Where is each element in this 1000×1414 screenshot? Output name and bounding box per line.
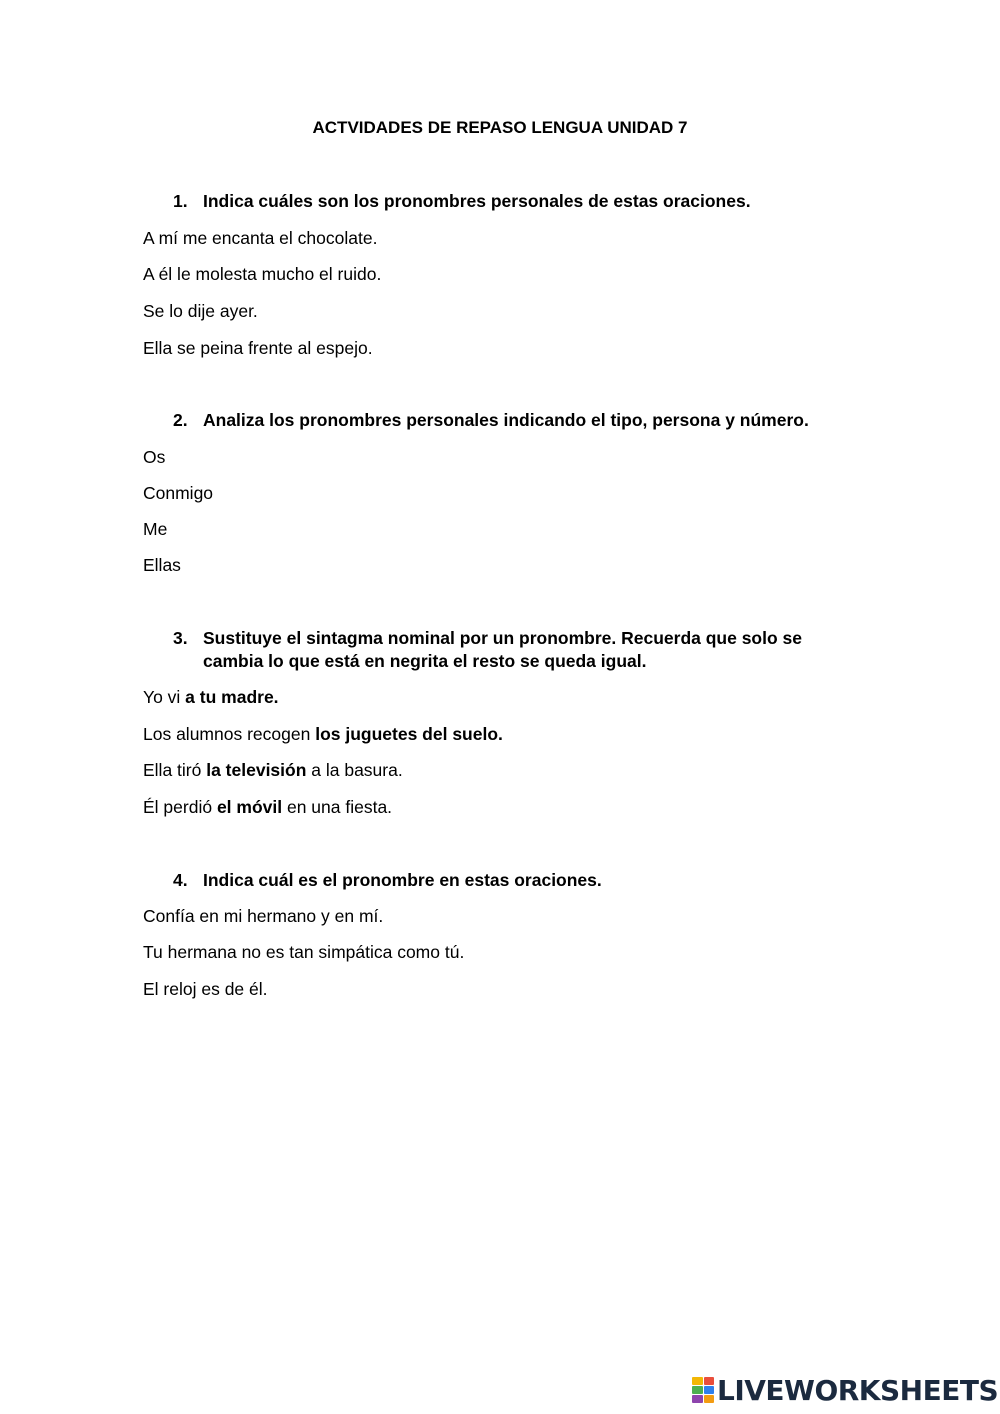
pronoun-item: Me — [143, 519, 168, 539]
question-number: 1. — [173, 191, 188, 211]
sentence — [143, 724, 503, 745]
sentence-bold-phrase: el móvil — [216, 797, 283, 817]
question-prompt: Indica cuáles son los pronombres personales de estas oraciones. — [203, 191, 751, 211]
question-prompt: Analiza los pronombres personales indicando el tipo, persona y número. — [203, 410, 809, 430]
sentence — [143, 797, 392, 818]
question-number: 4. — [173, 870, 188, 890]
sentence-text: a la basura. — [306, 760, 403, 780]
sentence: El reloj es de él. — [143, 979, 268, 999]
question-prompt — [203, 627, 863, 673]
sentence: Se lo dije ayer. — [143, 301, 258, 321]
sentence-bold-phrase: a tu madre. — [185, 687, 279, 707]
page-title: ACTVIDADES DE REPASO LENGUA UNIDAD 7 — [312, 118, 688, 137]
logo-text: LIVEWORKSHEETS — [717, 1373, 999, 1407]
sentence-bold-phrase: los juguetes del suelo. — [315, 724, 503, 744]
sentence-text: en una fiesta. — [282, 797, 393, 817]
logo-square — [704, 1377, 715, 1385]
sentence: Tu hermana no es tan simpática como tú. — [143, 942, 465, 962]
sentence-text: Yo vi — [143, 687, 186, 707]
sentence: Ella se peina frente al espejo. — [143, 338, 373, 358]
logo-square — [692, 1386, 703, 1394]
question-number: 3. — [173, 628, 188, 648]
sentence-text: Los alumnos recogen — [143, 724, 316, 744]
sentence-text: Él perdió — [143, 797, 217, 817]
liveworksheets-logo[interactable] — [692, 1373, 998, 1407]
logo-square — [704, 1395, 715, 1403]
sentence: A mí me encanta el chocolate. — [143, 228, 378, 248]
logo-square — [692, 1377, 703, 1385]
question-prompt-line-1: Sustituye el sintagma nominal por un pronombre. Recuerda que solo se — [203, 628, 802, 648]
logo-square — [704, 1386, 715, 1394]
sentence: A él le molesta mucho el ruido. — [143, 264, 382, 284]
question-2-heading — [173, 409, 863, 432]
sentence-text: Ella tiró — [143, 760, 207, 780]
question-number: 2. — [173, 410, 188, 430]
question-4-heading — [173, 869, 863, 892]
sentence: Confía en mi hermano y en mí. — [143, 906, 384, 926]
sentence — [143, 760, 403, 781]
sentence — [143, 687, 279, 708]
question-prompt: Indica cuál es el pronombre en estas oraciones. — [203, 870, 602, 890]
pronoun-item: Ellas — [143, 555, 181, 575]
pronoun-item: Conmigo — [143, 483, 214, 503]
logo-square — [692, 1395, 703, 1403]
question-1-heading — [173, 190, 863, 213]
pronoun-item: Os — [143, 447, 166, 467]
question-3-heading — [173, 627, 863, 673]
liveworksheets-logo-icon — [692, 1377, 714, 1403]
question-prompt-line-2: cambia lo que está en negrita el resto se queda igual. — [203, 651, 647, 671]
sentence-bold-phrase: la televisión — [206, 760, 307, 780]
